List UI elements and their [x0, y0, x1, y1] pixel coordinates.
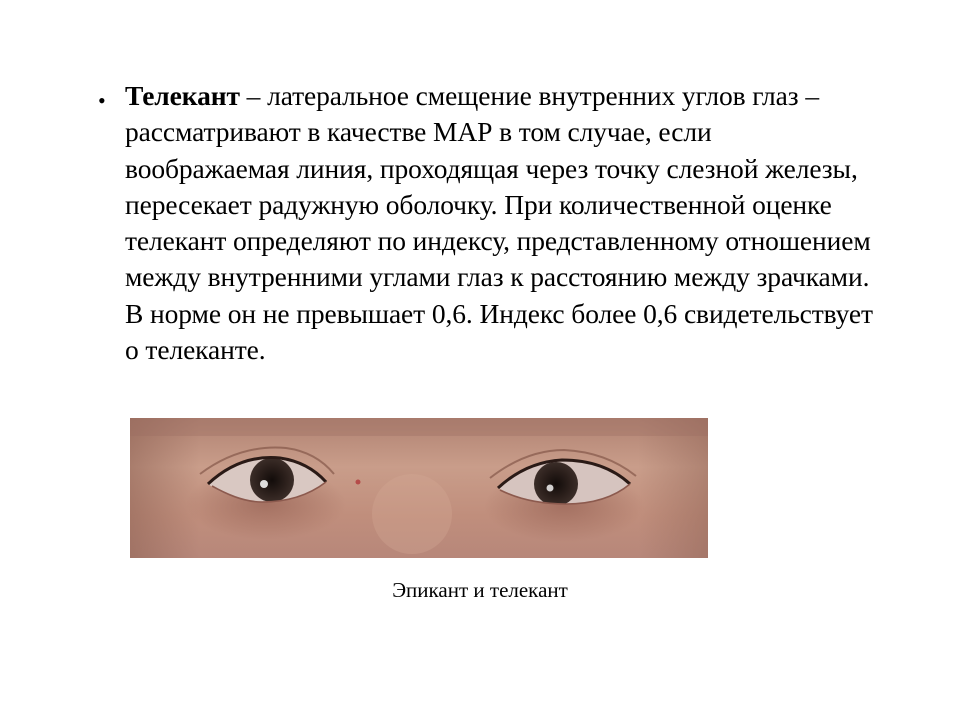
bullet-marker: •: [98, 88, 106, 113]
term-heading: Телекант: [125, 80, 240, 111]
caption-text: Эпикант и телекант: [392, 578, 568, 602]
eyes-photo: [130, 418, 708, 558]
bullet-text: [125, 78, 875, 368]
photo-caption: [0, 576, 960, 604]
term-definition: – латеральное смещение внутренних углов глаз – рассматривают в качестве МАР в том случае, если воображаемая линия, проходящая через точку слезной железы, пересекает радужную оболочку. При количественной оценке телекант определяют по индексу, представленному отношением между внутренними углами глаз к расстоянию между зрачками. В норме он не превышает 0,6. Индекс более 0,6 свидетельствует о телеканте.: [125, 80, 873, 366]
